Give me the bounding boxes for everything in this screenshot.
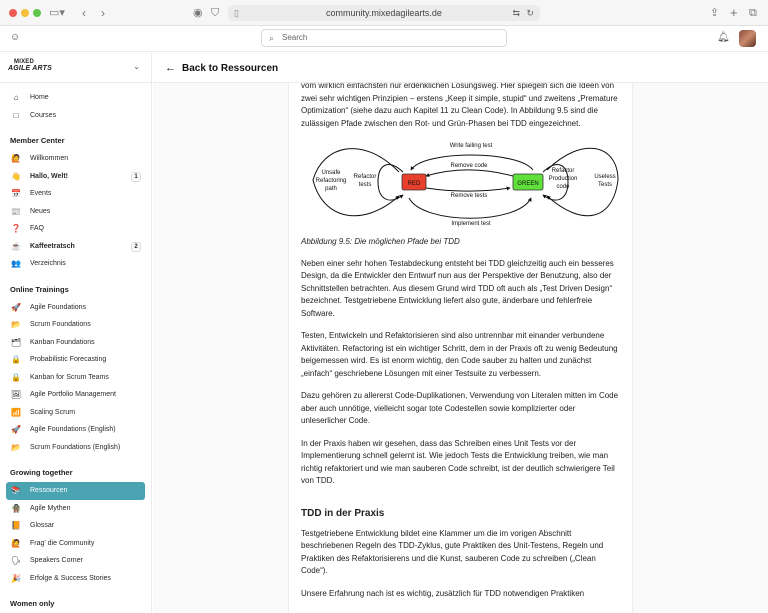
search-input[interactable] [261, 29, 507, 47]
sidebar-item-kanban-for-scrum-teams[interactable] [6, 369, 145, 387]
sidebar-item-label: Ressourcen [30, 487, 68, 494]
refactor-prod-label-1: Refactor [551, 168, 575, 174]
tdd-cycle-diagram [303, 140, 621, 232]
sidebar-item-scrum-foundations[interactable] [6, 316, 145, 334]
sidebar-item-icon: 📅 [11, 189, 21, 198]
minimize-window-button[interactable] [21, 9, 29, 17]
sidebar-item-scrum-foundations-english[interactable] [6, 439, 145, 457]
paragraph: Testen, Entwickeln und Refaktorisieren sind also untrennbar mit einander verbundene Aktivitäten. Refactoring ist ein wichtiger Schritt, dem in der Praxis oft zu wenig Bedeutung beigemessen wird. Es ist enorm wichtig, den Code sauber zu halten und zunächst „einfach“ geschriebene Lösungen mit einer Testsuite zu verbessern. [301, 331, 618, 378]
sidebar-item-icon: 🗣 [10, 556, 22, 565]
close-window-button[interactable] [9, 9, 17, 17]
sidebar-section-title[interactable]: Women only [10, 599, 55, 608]
sidebar-item-icon: 🎉 [11, 573, 21, 583]
sidebar-item-ressourcen[interactable] [6, 482, 145, 500]
sidebar-item-label: Agile Foundations (English) [30, 426, 116, 433]
figure-caption: Abbildung 9.5: Die möglichen Pfade bei TDD [301, 237, 460, 246]
paragraph: Dazu gehören zu allererst Code-Duplikationen, Verwendung von Literalen mitten im Code aber auch unnötige, vielleicht sogar tote Codestellen sowie komplizierter oder unleserlicher Code. [301, 391, 619, 425]
sidebar-item-icon: 👋 [11, 171, 21, 181]
sidebar-item-label: Agile Portfolio Management [30, 391, 116, 398]
translate-icon[interactable]: ⇆ [512, 8, 520, 18]
paragraph: vom wirklich einfachsten nur erdenklichen Lösungsweg. Hier spiegeln sich die Ideen von zwei sehr wichtigen Prinzipien – erstens „Keep it simple, stupid“ und zweitens „Premature Optimization“ (siehe dazu auch Kapitel 11 zu Clean Code). In Abbildung 9.5 sind die zulässigen Pfade zwischen den Rot- und Grün-Phasen bei TDD eingezeichnet. [301, 83, 618, 128]
app-header [0, 26, 768, 52]
unsafe-label-3: path [325, 186, 337, 192]
implement-test-label: Implement test [451, 221, 491, 227]
sidebar-item-label: FAQ [30, 225, 45, 232]
paragraph: Neben einer sehr hohen Testabdeckung entsteht bei TDD gleichzeitig auch ein besseres Design, da die Entwickler den Entwurf nun aus der Perspektive der Benutzung, also der Schnittstellen betrachten. Aus diesem Grund wird TDD oft auch als „Test Driven Design“ bezeichnet. Testgetriebene Entwicklung liefert also gute, änderbare und fehlerfreie Software. [301, 258, 614, 318]
sidebar-item-label: Agile Mythen [30, 504, 71, 512]
sidebar-item-home[interactable] [6, 89, 145, 107]
logo-line-1: MIXED [14, 59, 35, 65]
sidebar-item-label: Hallo, Welt! [30, 172, 68, 180]
section-heading: TDD in der Praxis [301, 507, 385, 519]
sidebar-item-icon: ❓ [11, 224, 21, 233]
zoom-window-button[interactable] [33, 9, 41, 17]
sidebar-item-agile-portfolio-management[interactable] [6, 386, 145, 404]
refactor-prod-label-3: code [556, 184, 570, 190]
sidebar-item-icon: 📚 [11, 486, 21, 495]
sidebar-item-icon: 🧌 [11, 503, 21, 513]
sidebar-item-glossar[interactable] [6, 517, 145, 535]
sidebar-item-label: Erfolge & Success Stories [30, 574, 111, 582]
sidebar-item-erfolge-success-stories[interactable] [6, 570, 145, 588]
sidebar-item-label: Verzeichnis [30, 260, 66, 267]
back-icon[interactable]: ‹ [82, 6, 86, 20]
sidebar-item-kanban-foundations[interactable] [6, 334, 145, 352]
sidebar-item-label: Kanban for Scrum Teams [30, 373, 109, 381]
sidebar-item-label: Speakers Corner [30, 557, 83, 564]
logo-line-2: AGILE ARTS [8, 65, 53, 72]
sidebar-item-label: Frag' die Community [30, 539, 95, 547]
sidebar-item-icon: 🖼 [10, 390, 22, 399]
address-bar[interactable] [228, 5, 540, 21]
url-text: community.mixedagilearts.de [326, 8, 442, 18]
sidebar-item-events[interactable] [6, 185, 145, 203]
chevron-down-icon[interactable]: ⌄ [133, 62, 140, 71]
paragraph: In der Praxis haben wir gesehen, dass das Schreiben eines Unit Tests vor der Implementierung schnell gelernt ist. Wie jedoch Tests die Entwicklung treiben, wie man richtig refaktoriert und wie man sauberen Code schreibt, ist der deutlich schwierigere Teil von TDD. [301, 438, 615, 485]
green-label: GREEN [517, 181, 539, 187]
back-link[interactable] [153, 53, 768, 83]
sidebar-item-neues[interactable] [6, 203, 145, 221]
arrow-left-icon: ← [165, 62, 176, 74]
sidebar-item-label: Events [30, 190, 52, 197]
unsafe-label-1: Unsafe [321, 170, 341, 176]
refactor-tests-label-2: tests [358, 182, 372, 188]
avatar[interactable] [739, 30, 756, 47]
sidebar-item-probabilistic-forecasting[interactable] [6, 351, 145, 369]
browser-toolbar [0, 0, 768, 26]
sidebar-section-title[interactable]: Member Center [10, 136, 65, 145]
sidebar-item-icon: ⌂ [13, 93, 19, 102]
useless-label-2: Tests [597, 182, 613, 188]
sidebar-section-title[interactable]: Growing together [10, 468, 73, 477]
sidebar-item-icon: 🚀 [11, 302, 21, 312]
privacy-icon[interactable]: ◉ [193, 7, 203, 19]
notification-bell-icon[interactable]: 🔔︎ [717, 32, 730, 43]
tab-overview-icon[interactable]: ⧉ [749, 7, 757, 19]
sidebar-item-icon: 🔒 [11, 372, 21, 382]
sidebar-item-verzeichnis[interactable] [6, 255, 145, 273]
sidebar-item-speakers-corner[interactable] [6, 552, 145, 570]
sidebar-item-agile-mythen[interactable] [6, 500, 145, 518]
share-icon[interactable]: ⇪ [710, 7, 720, 19]
sidebar-item-icon: 🔒 [11, 355, 21, 364]
write-failing-test-label: Write failing test [449, 143, 493, 149]
sidebar-item-icon: 🙋 [11, 538, 21, 548]
sidebar-item-icon: 📂 [11, 442, 21, 452]
sidebar-item-frag-die-community[interactable] [6, 535, 145, 553]
red-label: RED [407, 181, 421, 187]
sidebar-nav [0, 83, 151, 608]
remove-tests-label: Remove tests [450, 193, 488, 199]
useless-label-1: Useless [594, 174, 616, 180]
unsafe-label-2: Refactoring [315, 178, 347, 184]
sidebar-item-faq[interactable] [6, 220, 145, 238]
refactor-tests-label-1: Refactor [353, 174, 377, 180]
search-icon: ⌕ [269, 33, 275, 43]
sidebar-item-icon: 🗂 [10, 337, 22, 347]
sidebar-item-icon: 📙 [11, 521, 21, 530]
page-icon: ▯ [234, 8, 239, 18]
unread-count-badge: 1 [131, 172, 141, 182]
new-tab-icon[interactable]: + [730, 5, 738, 20]
sidebar-item-icon: 📶 [11, 407, 21, 417]
sidebar-item-label: Agile Foundations [30, 303, 87, 311]
refactor-prod-label-2: Production [548, 176, 578, 182]
sidebar-item-willkommen[interactable] [6, 150, 145, 168]
sidebar-item-label: Scrum Foundations (English) [30, 443, 121, 451]
sidebar-item-icon: 📰 [11, 206, 21, 216]
search-placeholder: Search [282, 33, 308, 42]
sidebar-item-label: Neues [30, 207, 51, 215]
sidebar-item-label: Scaling Scrum [30, 408, 76, 416]
sidebar-item-agile-foundations-english[interactable] [6, 421, 145, 439]
sidebar-item-label: Courses [30, 111, 57, 119]
forward-icon[interactable]: › [101, 6, 105, 20]
remove-code-label: Remove code [450, 163, 488, 169]
sidebar-item-hallo-welt[interactable] [6, 168, 145, 186]
unread-count-badge: 2 [131, 242, 141, 252]
sidebar-item-label: Willkommen [30, 155, 69, 162]
sidebar-item-label: Home [30, 94, 49, 101]
sidebar-toggle-icon[interactable]: ▭▾ [49, 7, 65, 19]
sidebar-item-label: Kanban Foundations [30, 338, 95, 346]
sidebar-item-kaffeetratsch[interactable] [6, 238, 145, 256]
sidebar [0, 53, 152, 613]
main-content [153, 53, 768, 613]
sidebar-item-icon: □ [13, 110, 19, 120]
sidebar-item-agile-foundations[interactable] [6, 299, 145, 317]
sidebar-item-label: Glossar [30, 522, 55, 529]
sidebar-item-label: Kaffeetratsch [30, 242, 75, 250]
sidebar-item-scaling-scrum[interactable] [6, 404, 145, 422]
sidebar-item-icon: 📂 [11, 320, 21, 329]
back-label: Back to Ressourcen [182, 63, 279, 74]
sidebar-item-icon: 👥 [11, 259, 21, 268]
sidebar-item-icon: 🙋 [11, 154, 21, 163]
sidebar-item-label: Scrum Foundations [30, 321, 91, 328]
paragraph: Testgetriebene Entwicklung bildet eine Klammer um die im vorigen Abschnitt beschriebenen Regeln des TDD-Zyklus, gute Praktiken des Unit-Testens, Regeln und Praktiken des Refaktorisierens und die Kunst, sauberen Code zu schreiben („Clean Code“). [301, 528, 604, 575]
sidebar-item-icon: 🚀 [11, 425, 21, 434]
sidebar-item-label: Probabilistic Forecasting [30, 356, 107, 363]
sidebar-section-title[interactable]: Online Trainings [10, 284, 69, 294]
sidebar-item-courses[interactable] [6, 107, 145, 125]
community-logo[interactable] [0, 53, 151, 83]
reload-icon[interactable]: ↻ [526, 8, 534, 18]
emoji-icon[interactable]: ☺ [10, 32, 21, 43]
article-body [288, 83, 633, 613]
paragraph: Unsere Erfahrung nach ist es wichtig, zusätzlich für TDD notwendigen Praktiken [301, 588, 585, 598]
sidebar-item-icon: ☕ [11, 241, 21, 251]
shield-icon[interactable]: ⛉ [211, 7, 220, 19]
